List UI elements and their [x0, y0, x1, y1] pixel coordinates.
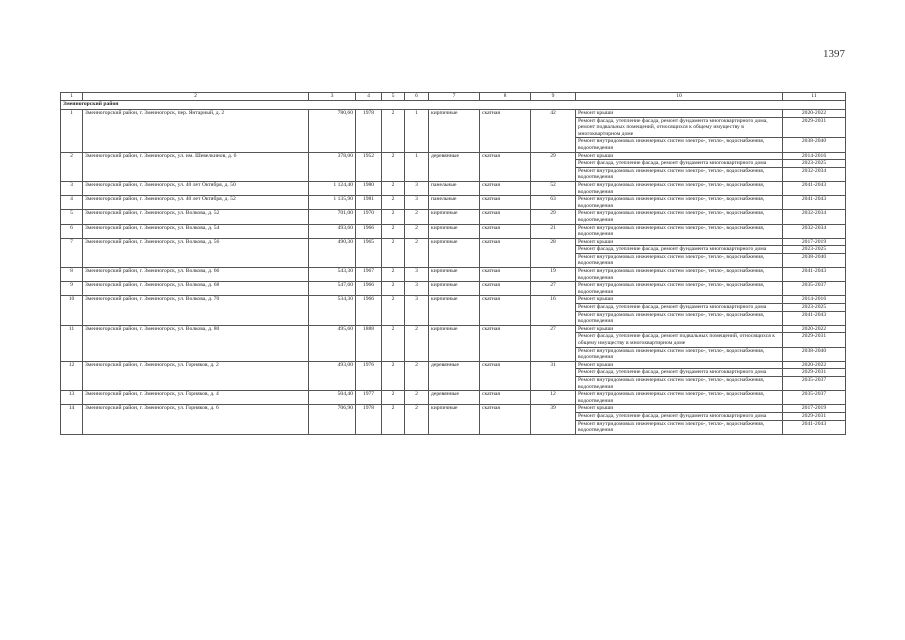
- house-address: Змеиногорский район, г. Змеиногорск, ул. Волкова, д. 66: [83, 268, 309, 282]
- entrance-count: 3: [405, 196, 429, 210]
- column-number: 10: [576, 93, 783, 101]
- apartment-count: 27: [531, 325, 576, 361]
- work-period: 2029-2031: [783, 412, 846, 420]
- roof-type: скатная: [480, 296, 531, 325]
- work-period: 2017-2019: [783, 405, 846, 413]
- floor-count: 2: [382, 210, 405, 224]
- work-period: 2023-2025: [783, 246, 846, 254]
- row-number: 9: [61, 282, 83, 296]
- roof-type: скатная: [480, 210, 531, 224]
- total-area: 780,60: [309, 110, 356, 153]
- work-period: 2029-2031: [783, 369, 846, 377]
- roof-type: скатная: [480, 181, 531, 195]
- table-row: [61, 224, 846, 238]
- apartment-count: 52: [531, 181, 576, 195]
- entrance-count: 2: [405, 361, 429, 390]
- work-type: Ремонт внутридомовых инженерных систем электро-, тепло-, водоснабжения, водоотведения: [576, 253, 783, 267]
- floor-count: 2: [382, 282, 405, 296]
- apartment-count: 27: [531, 282, 576, 296]
- construction-year: 1966: [356, 296, 382, 325]
- floor-count: 2: [382, 325, 405, 361]
- construction-year: 1978: [356, 405, 382, 434]
- work-type: Ремонт внутридомовых инженерных систем электро-, тепло-, водоснабжения, водоотведения: [576, 224, 783, 238]
- house-address: Змеиногорский район, г. Змеиногорск, ул. Волкова, д. 80: [83, 325, 309, 361]
- total-area: 493,00: [309, 361, 356, 390]
- construction-year: 1888: [356, 325, 382, 361]
- column-number: 9: [531, 93, 576, 101]
- house-address: Змеиногорский район, г. Змеиногорск, ул. им. Шевелкинов, д. 6: [83, 152, 309, 181]
- entrance-count: 2: [405, 405, 429, 434]
- floor-count: 2: [382, 196, 405, 210]
- apartment-count: 39: [531, 405, 576, 434]
- wall-material: деревянные: [429, 152, 480, 181]
- roof-type: скатная: [480, 238, 531, 267]
- table-row: [61, 325, 846, 333]
- wall-material: кирпичные: [429, 325, 480, 361]
- work-period: 2023-2025: [783, 160, 846, 168]
- work-type: Ремонт внутридомовых инженерных систем электро-, тепло-, водоснабжения, водоотведения: [576, 181, 783, 195]
- work-type: Ремонт фасада, утепление фасада, ремонт фундамента многоквартирного дома: [576, 160, 783, 168]
- house-address: Змеиногорский район, г. Змеиногорск, ул. Волкова, д. 56: [83, 238, 309, 267]
- table-row: [61, 405, 846, 413]
- roof-type: скатная: [480, 224, 531, 238]
- construction-year: 1967: [356, 268, 382, 282]
- work-type: Ремонт внутридомовых инженерных систем электро-, тепло-, водоснабжения, водоотведения: [576, 391, 783, 405]
- construction-year: 1980: [356, 181, 382, 195]
- work-period: 2020-2022: [783, 361, 846, 369]
- work-period: 2029-2031: [783, 333, 846, 347]
- apartment-count: 31: [531, 361, 576, 390]
- work-period: 2032-2034: [783, 224, 846, 238]
- house-address: Змеиногорский район, г. Змеиногорск, ул. Волкова, д. 54: [83, 224, 309, 238]
- work-type: Ремонт фасада, утепление фасада, ремонт подвальных помещений, относящихся к общему имуществу в многоквартирном доме: [576, 333, 783, 347]
- total-area: 1 135,90: [309, 196, 356, 210]
- district-row: [61, 101, 846, 110]
- column-number: 8: [480, 93, 531, 101]
- entrance-count: 2: [405, 391, 429, 405]
- house-address: Змеиногорский район, г. Змеиногорск, пер. Янтарный, д. 2: [83, 110, 309, 153]
- roof-type: скатная: [480, 282, 531, 296]
- total-area: 547,60: [309, 282, 356, 296]
- column-number: 6: [405, 93, 429, 101]
- total-area: 495,60: [309, 325, 356, 361]
- wall-material: кирпичные: [429, 282, 480, 296]
- construction-year: 1965: [356, 238, 382, 267]
- work-type: Ремонт крыши: [576, 405, 783, 413]
- work-period: 2041-2043: [783, 196, 846, 210]
- apartment-count: 42: [531, 110, 576, 153]
- apartment-count: 29: [531, 210, 576, 224]
- work-period: 2035-2037: [783, 391, 846, 405]
- work-type: Ремонт внутридомовых инженерных систем электро-, тепло-, водоснабжения, водоотведения: [576, 311, 783, 325]
- construction-year: 1970: [356, 210, 382, 224]
- row-number: 8: [61, 268, 83, 282]
- roof-type: скатная: [480, 325, 531, 361]
- work-type: Ремонт фасада, утепление фасада, ремонт фундамента многоквартирного дома, ремонт подвальных помещений, относящихся к общему имуществу в многоквартирном доме: [576, 117, 783, 138]
- wall-material: кирпичные: [429, 296, 480, 325]
- apartment-count: 63: [531, 196, 576, 210]
- construction-year: 1976: [356, 361, 382, 390]
- table-row: [61, 210, 846, 224]
- floor-count: 2: [382, 181, 405, 195]
- row-number: 6: [61, 224, 83, 238]
- work-period: 2038-2040: [783, 138, 846, 152]
- wall-material: панельные: [429, 181, 480, 195]
- work-period: 2041-2043: [783, 311, 846, 325]
- house-address: Змеиногорский район, г. Змеиногорск, ул. Волкова, д. 70: [83, 296, 309, 325]
- floor-count: 2: [382, 361, 405, 390]
- construction-year: 1977: [356, 391, 382, 405]
- work-type: Ремонт крыши: [576, 361, 783, 369]
- wall-material: кирпичные: [429, 268, 480, 282]
- construction-year: 1966: [356, 282, 382, 296]
- row-number: 5: [61, 210, 83, 224]
- row-number: 12: [61, 361, 83, 390]
- apartment-count: 19: [531, 268, 576, 282]
- work-period: 2032-2034: [783, 210, 846, 224]
- entrance-count: 1: [405, 110, 429, 153]
- table-row: [61, 110, 846, 118]
- work-period: 2020-2022: [783, 110, 846, 118]
- total-area: 706,90: [309, 405, 356, 434]
- construction-year: 1978: [356, 110, 382, 153]
- row-number: 11: [61, 325, 83, 361]
- work-period: 2041-2043: [783, 420, 846, 434]
- roof-type: скатная: [480, 268, 531, 282]
- roof-type: скатная: [480, 361, 531, 390]
- work-type: Ремонт крыши: [576, 238, 783, 246]
- work-type: Ремонт внутридомовых инженерных систем электро-, тепло-, водоснабжения, водоотведения: [576, 347, 783, 361]
- apartment-count: 28: [531, 238, 576, 267]
- floor-count: 2: [382, 405, 405, 434]
- work-type: Ремонт фасада, утепление фасада, ремонт фундамента многоквартирного дома: [576, 369, 783, 377]
- table-row: [61, 238, 846, 246]
- column-number: 2: [83, 93, 309, 101]
- repair-schedule-table: [60, 92, 846, 435]
- wall-material: деревянные: [429, 361, 480, 390]
- entrance-count: 2: [405, 210, 429, 224]
- work-period: 2017-2019: [783, 238, 846, 246]
- work-type: Ремонт внутридомовых инженерных систем электро-, тепло-, водоснабжения, водоотведения: [576, 210, 783, 224]
- wall-material: кирпичные: [429, 224, 480, 238]
- work-period: 2038-2040: [783, 347, 846, 361]
- total-area: 534,30: [309, 296, 356, 325]
- apartment-count: 29: [531, 152, 576, 181]
- column-number: 7: [429, 93, 480, 101]
- house-address: Змеиногорский район, г. Змеиногорск, ул. 40 лет Октября, д. 52: [83, 196, 309, 210]
- work-period: 2014-2016: [783, 152, 846, 160]
- column-number-row: [61, 93, 846, 101]
- row-number: 10: [61, 296, 83, 325]
- roof-type: скатная: [480, 405, 531, 434]
- roof-type: скатная: [480, 391, 531, 405]
- work-period: 2023-2025: [783, 304, 846, 312]
- work-period: 2041-2043: [783, 268, 846, 282]
- roof-type: скатная: [480, 110, 531, 153]
- entrance-count: 3: [405, 268, 429, 282]
- floor-count: 2: [382, 152, 405, 181]
- work-type: Ремонт крыши: [576, 152, 783, 160]
- wall-material: кирпичные: [429, 238, 480, 267]
- row-number: 4: [61, 196, 83, 210]
- entrance-count: 3: [405, 282, 429, 296]
- work-type: Ремонт фасада, утепление фасада, ремонт фундамента многоквартирного дома: [576, 304, 783, 312]
- house-address: Змеиногорский район, г. Змеиногорск, ул. Горняков, д. 4: [83, 391, 309, 405]
- table-row: [61, 391, 846, 405]
- column-number: 5: [382, 93, 405, 101]
- work-period: 2029-2031: [783, 117, 846, 138]
- work-type: Ремонт крыши: [576, 325, 783, 333]
- floor-count: 2: [382, 268, 405, 282]
- work-type: Ремонт внутридомовых инженерных систем электро-, тепло-, водоснабжения, водоотведения: [576, 376, 783, 390]
- district-name: Змеиногорский район: [61, 101, 846, 110]
- column-number: 4: [356, 93, 382, 101]
- entrance-count: 3: [405, 181, 429, 195]
- work-type: Ремонт фасада, утепление фасада, ремонт фундамента многоквартирного дома: [576, 412, 783, 420]
- total-area: 378,00: [309, 152, 356, 181]
- house-address: Змеиногорский район, г. Змеиногорск, ул. Горняков, д. 2: [83, 361, 309, 390]
- row-number: 1: [61, 110, 83, 153]
- entrance-count: 2: [405, 224, 429, 238]
- entrance-count: 1: [405, 152, 429, 181]
- work-type: Ремонт внутридомовых инженерных систем электро-, тепло-, водоснабжения, водоотведения: [576, 196, 783, 210]
- house-address: Змеиногорский район, г. Змеиногорск, ул. 40 лет Октября, д. 50: [83, 181, 309, 195]
- floor-count: 2: [382, 224, 405, 238]
- wall-material: деревянные: [429, 391, 480, 405]
- work-period: 2035-2037: [783, 376, 846, 390]
- table-row: [61, 296, 846, 304]
- work-type: Ремонт внутридомовых инженерных систем электро-, тепло-, водоснабжения, водоотведения: [576, 268, 783, 282]
- page-number: 1397: [823, 48, 845, 60]
- row-number: 14: [61, 405, 83, 434]
- house-address: Змеиногорский район, г. Змеиногорск, ул. Волкова, д. 68: [83, 282, 309, 296]
- entrance-count: 2: [405, 325, 429, 361]
- work-type: Ремонт крыши: [576, 296, 783, 304]
- column-number: 11: [783, 93, 846, 101]
- apartment-count: 12: [531, 391, 576, 405]
- construction-year: 1966: [356, 224, 382, 238]
- house-address: Змеиногорский район, г. Змеиногорск, ул. Волкова, д. 52: [83, 210, 309, 224]
- total-area: 490,30: [309, 238, 356, 267]
- construction-year: 1952: [356, 152, 382, 181]
- floor-count: 2: [382, 238, 405, 267]
- roof-type: скатная: [480, 196, 531, 210]
- work-type: Ремонт внутридомовых инженерных систем электро-, тепло-, водоснабжения, водоотведения: [576, 282, 783, 296]
- entrance-count: 2: [405, 238, 429, 267]
- row-number: 2: [61, 152, 83, 181]
- wall-material: кирпичные: [429, 405, 480, 434]
- work-type: Ремонт внутридомовых инженерных систем электро-, тепло-, водоснабжения, водоотведения: [576, 138, 783, 152]
- table-row: [61, 268, 846, 282]
- work-type: Ремонт крыши: [576, 110, 783, 118]
- floor-count: 2: [382, 391, 405, 405]
- table-row: [61, 181, 846, 195]
- work-type: Ремонт внутридомовых инженерных систем электро-, тепло-, водоснабжения, водоотведения: [576, 167, 783, 181]
- row-number: 13: [61, 391, 83, 405]
- floor-count: 2: [382, 110, 405, 153]
- column-number: 3: [309, 93, 356, 101]
- total-area: 543,30: [309, 268, 356, 282]
- column-number: 1: [61, 93, 83, 101]
- work-period: 2032-2034: [783, 167, 846, 181]
- table-row: [61, 282, 846, 296]
- row-number: 3: [61, 181, 83, 195]
- work-period: 2041-2043: [783, 181, 846, 195]
- house-address: Змеиногорский район, г. Змеиногорск, ул. Горняков, д. 6: [83, 405, 309, 434]
- work-period: 2020-2022: [783, 325, 846, 333]
- work-type: Ремонт фасада, утепление фасада, ремонт фундамента многоквартирного дома: [576, 246, 783, 254]
- work-type: Ремонт внутридомовых инженерных систем электро-, тепло-, водоснабжения, водоотведения: [576, 420, 783, 434]
- table-body: [61, 93, 846, 435]
- apartment-count: 21: [531, 224, 576, 238]
- work-period: 2035-2037: [783, 282, 846, 296]
- apartment-count: 16: [531, 296, 576, 325]
- roof-type: скатная: [480, 152, 531, 181]
- row-number: 7: [61, 238, 83, 267]
- entrance-count: 3: [405, 296, 429, 325]
- floor-count: 2: [382, 296, 405, 325]
- construction-year: 1981: [356, 196, 382, 210]
- total-area: 1 124,40: [309, 181, 356, 195]
- wall-material: кирпичные: [429, 110, 480, 153]
- table-row: [61, 361, 846, 369]
- wall-material: панельные: [429, 196, 480, 210]
- work-period: 2038-2040: [783, 253, 846, 267]
- table-row: [61, 196, 846, 210]
- table-row: [61, 152, 846, 160]
- wall-material: кирпичные: [429, 210, 480, 224]
- total-area: 493,60: [309, 224, 356, 238]
- work-period: 2014-2016: [783, 296, 846, 304]
- total-area: 701,00: [309, 210, 356, 224]
- total-area: 504,40: [309, 391, 356, 405]
